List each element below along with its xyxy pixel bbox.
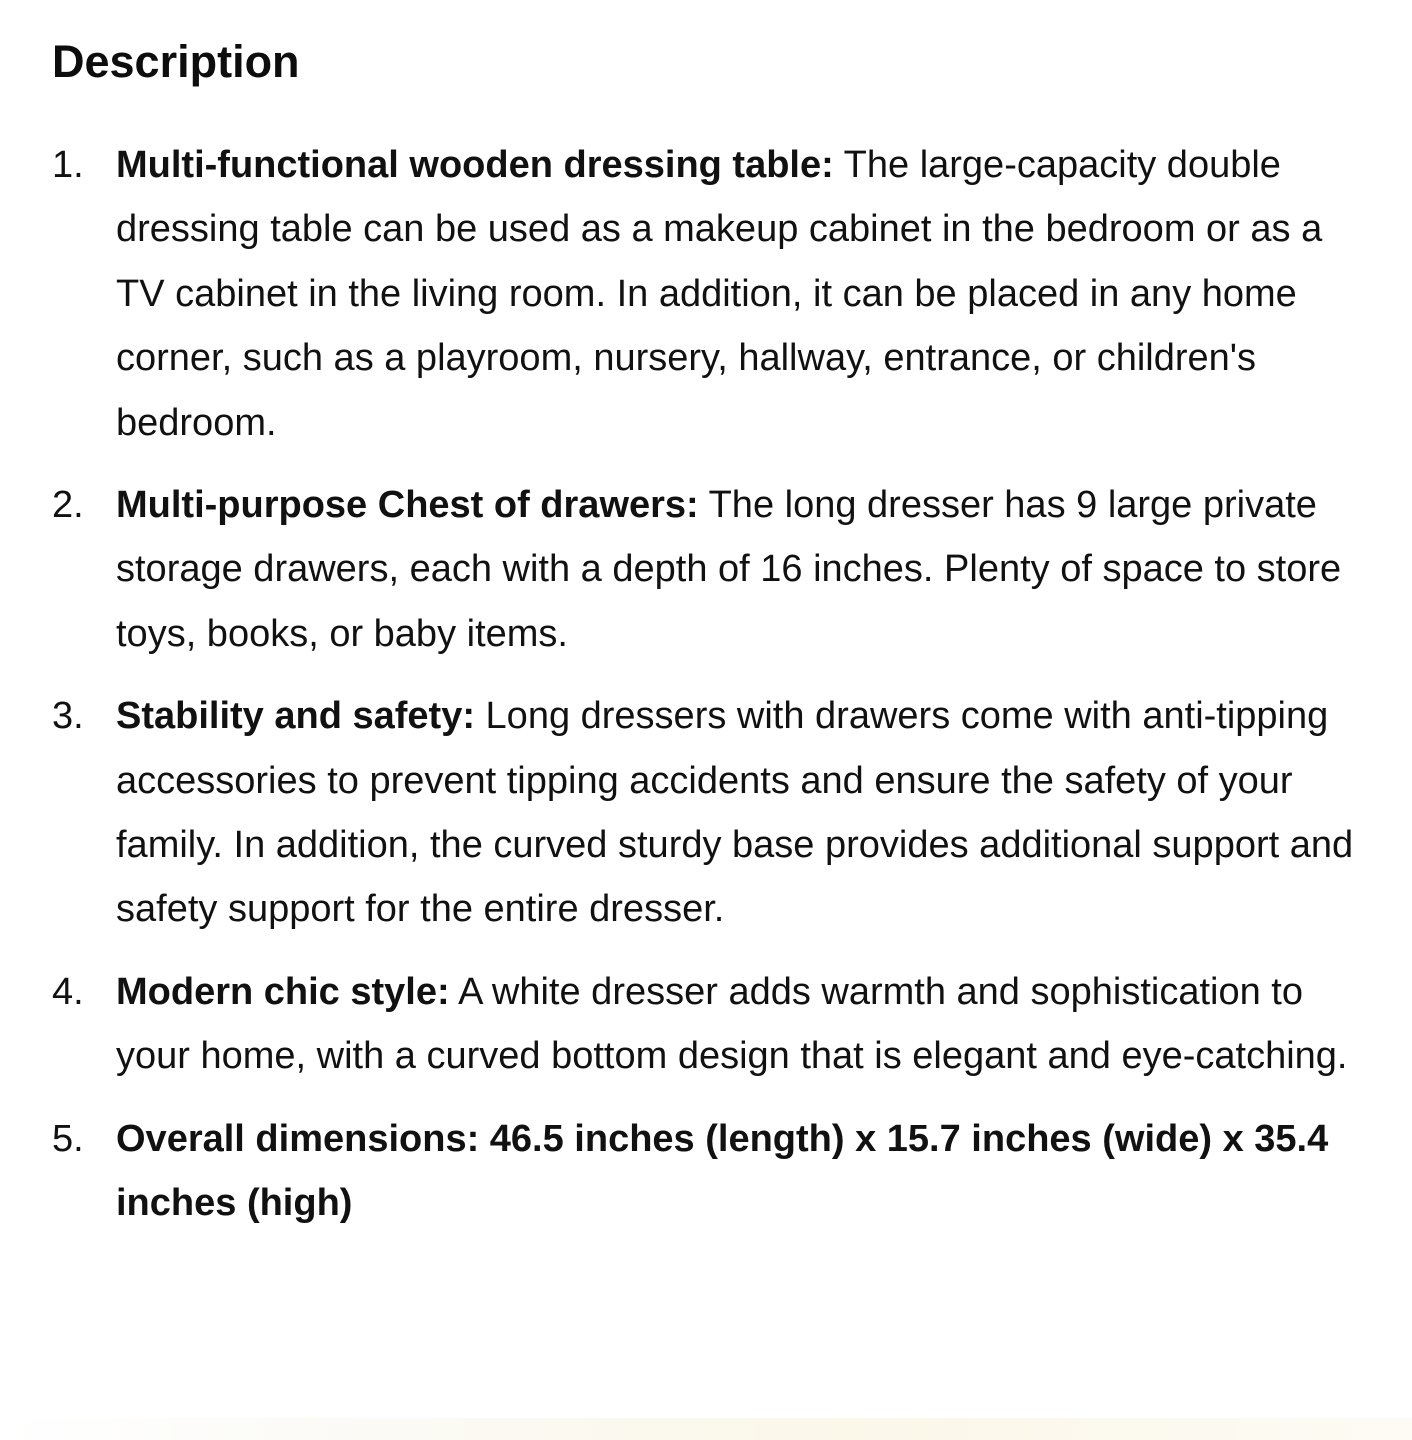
list-item-lead: Multi-functional wooden dressing table: — [116, 144, 834, 186]
list-item — [52, 684, 1362, 942]
description-list — [52, 133, 1362, 1236]
bottom-image-edge — [0, 1418, 1412, 1440]
list-item-text: The large-capacity double dressing table can be used as a makeup cabinet in the bedroom or as a TV cabinet in the living room. In addition, it can be placed in any home corner, such as a playroom, nursery, hallway, entrance, or children's bedroom. — [116, 144, 1323, 444]
list-item-text: A white dresser adds warmth and sophistication to your home, with a curved bottom design that is elegant and eye-catching. — [116, 970, 1348, 1078]
list-item — [52, 473, 1362, 666]
list-item-lead: Stability and safety: — [116, 695, 475, 738]
list-item-text: The long dresser has 9 large private storage drawers, each with a depth of 16 inches. Plenty of space to store toys, books, or baby items. — [116, 484, 1342, 655]
list-item-lead: Overall dimensions: 46.5 inches (length) x 15.7 inches (wide) x 35.4 inches (high) — [116, 1117, 1329, 1225]
list-item-number: 1. — [52, 144, 84, 186]
list-item-number: 4. — [52, 970, 84, 1013]
list-item-number: 2. — [52, 484, 84, 527]
list-item — [52, 960, 1362, 1089]
description-section — [52, 34, 1362, 1254]
list-item-lead: Multi-purpose Chest of drawers: — [116, 484, 699, 527]
list-item-text: Long dressers with drawers come with anti-tipping accessories to prevent tipping accidents and ensure the safety of your family. In addition, the curved sturdy base provides additional support and safety support for the entire dresser. — [116, 695, 1354, 931]
list-item-lead: Modern chic style: — [116, 970, 450, 1013]
list-item-number: 3. — [52, 695, 84, 738]
list-item — [52, 1107, 1362, 1236]
description-heading: Description — [52, 36, 300, 87]
list-item — [52, 133, 1362, 455]
list-item-number: 5. — [52, 1117, 84, 1160]
